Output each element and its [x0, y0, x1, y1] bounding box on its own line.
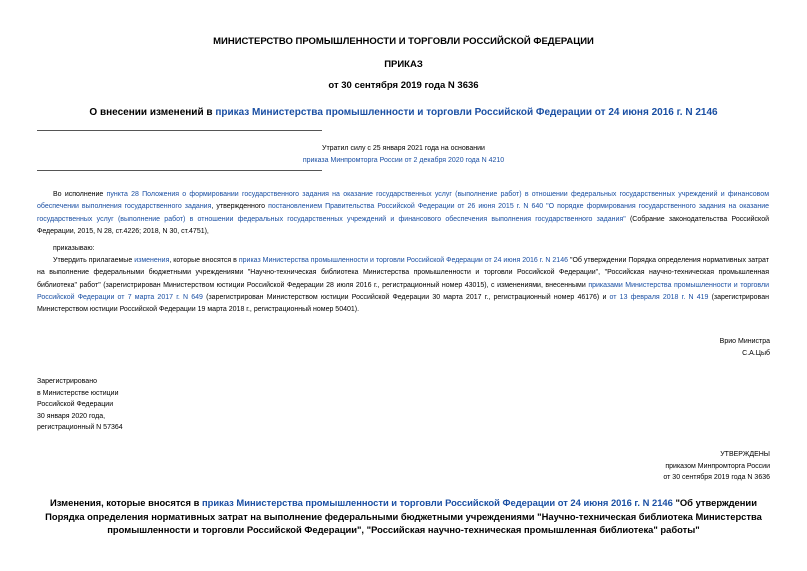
body-paragraph [37, 255, 769, 316]
order-date-number: от 30 сентября 2019 года N 3636 [328, 80, 479, 91]
order-419-link[interactable]: от 13 февраля 2018 г. N 419 [609, 293, 709, 301]
approved-line-1: УТВЕРЖДЕНЫ [720, 451, 770, 458]
changes-link[interactable]: изменения [134, 257, 170, 264]
ministry-heading: МИНИСТЕРСТВО ПРОМЫШЛЕННОСТИ И ТОРГОВЛИ РОССИЙСКОЙ ФЕДЕРАЦИИ [213, 36, 594, 47]
approved-line-3: от 30 сентября 2019 года N 3636 [663, 474, 770, 481]
body-text-5: (зарегистрирован Министерством юстиции Российской Федерации 19 марта 2018 г., регистрационный номер 50401). [37, 293, 769, 314]
order-649-link[interactable]: приказами Министерства промышленности и торговли Российской Федерации от 7 марта 2017 г. N 649 [37, 281, 769, 301]
government-decree-640-link[interactable]: постановлением Правительства Российской Федерации от 26 июня 2015 г. N 640 "О порядке формирования государственного задания на оказание государственных услуг (выполнение работ) в отношении федеральных государственных учреждений и финансового обеспечения выполнения государственного задания" [37, 203, 769, 223]
changes-title-text-1: Изменения, которые вносятся в [50, 497, 202, 508]
preamble-text-1: Во исполнение [53, 191, 107, 198]
registration-line-2: в Министерстве юстиции [37, 389, 119, 397]
preamble-text-2: , утвержденного [211, 203, 269, 211]
body-text-4: (зарегистрирован Министерством юстиции Российской Федерации 30 марта 2017 г., регистрационный номер 46176) и [202, 293, 610, 301]
approved-line-2: приказом Минпромторга России [665, 462, 770, 470]
status-line: Утратил силу с 25 января 2021 года на основании [322, 145, 485, 152]
regulation-point-28-link[interactable]: пункта 28 Положения о формировании государственного задания на оказание государственных услуг (выполнение работ) в отношении федеральных государственных учреждений и финансовом обеспечении выполнения государственного задания [37, 191, 770, 211]
approved-block [663, 449, 770, 484]
divider-top [37, 130, 322, 131]
changes-title [37, 496, 770, 537]
status-link-line [0, 155, 807, 167]
body-text-2: , которые вносятся в [169, 257, 239, 264]
changes-title-text-2: "Об утверждении Порядка определения нормативных затрат на выполнение федеральными бюджетными учреждениями "Научно-техническая библиотека Министерства промышленности и торговли Российской Федерации", "Российская научно-техническая промышленная библиотека" работы" [45, 497, 762, 535]
registration-line-1: Зарегистрировано [37, 378, 97, 385]
signature-name: С.А.Цыб [742, 349, 770, 357]
preamble-paragraph [37, 189, 769, 238]
order-title-prefix: О внесении изменений в [89, 107, 216, 118]
order-title [0, 107, 807, 118]
registration-line-5: регистрационный N 57364 [37, 424, 123, 431]
divider-bottom [37, 170, 322, 171]
order-title-link[interactable]: приказ Министерства промышленности и торговли Российской Федерации от 24 июня 2016 г. N 2146 [215, 107, 718, 118]
signature-block [720, 336, 770, 359]
body-text-1: Утвердить прилагаемые [53, 257, 135, 264]
registration-block [37, 376, 123, 434]
body-text-3: "Об утверждении Порядка определения нормативных затрат на выполнение федеральными бюджетными учреждениями "Научно-техническая библиотека Министерства промышленности и торговли Российской Федерации", "Российская научно-техническая промышленная библиотека" работ" (зарегистрирован Министерством юстиции Российской Федерации 28 июля 2016 г., регистрационный номер 43015), с изменениями, внесенными [37, 257, 769, 289]
signature-position: Врио Министра [719, 338, 770, 345]
order-2146-link[interactable]: приказ Министерства промышленности и торговли Российской Федерации от 24 июня 2016 г. N 2146 [238, 257, 568, 264]
registration-line-3: Российской Федерации [37, 401, 114, 408]
changes-title-order-link[interactable]: приказ Министерства промышленности и торговли Российской Федерации от 24 июня 2016 г. N 2146 [201, 497, 673, 508]
order-word: приказываю: [53, 245, 95, 252]
document-type: ПРИКАЗ [384, 59, 423, 70]
preamble-text-3: (Собрание законодательства Российской Федерации, 2015, N 28, ст.4226; 2018, N 30, ст.4751), [37, 215, 769, 235]
registration-line-4: 30 января 2020 года, [37, 412, 106, 420]
repeal-order-link[interactable]: приказа Минпромторга России от 2 декабря 2020 года N 4210 [302, 157, 505, 164]
